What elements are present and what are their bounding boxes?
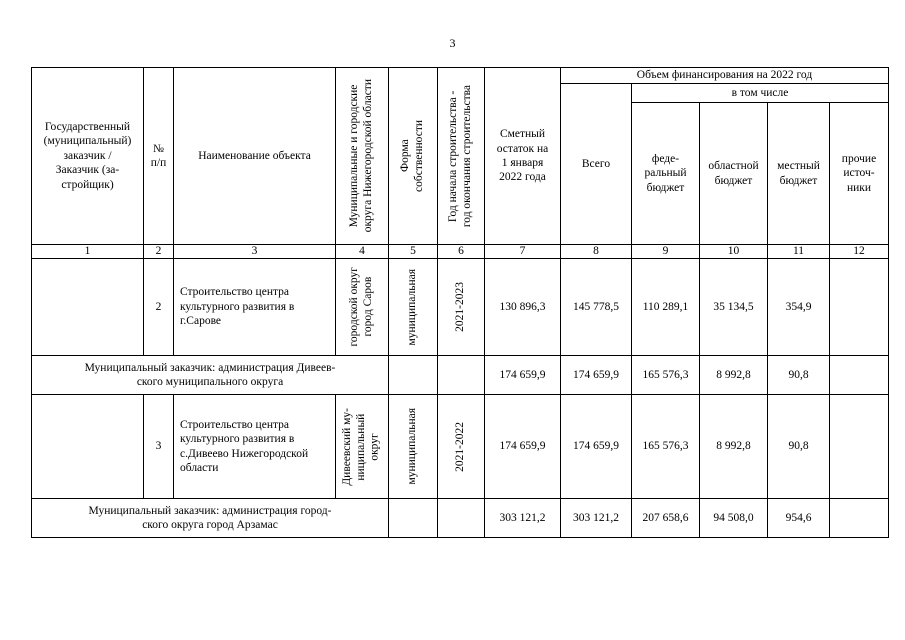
header-customer: Государственный (муниципальный) заказчик / Заказчик (за- стройщик) [32, 68, 144, 245]
header-years [438, 68, 485, 245]
local-value: 954,6 [768, 499, 830, 538]
object-name: Строительство центра культурного развития в г.Сарове [174, 259, 336, 356]
years-cell [438, 395, 485, 499]
column-number: 1 [32, 245, 144, 259]
header-balance: Сметный остаток на 1 января 2022 года [485, 68, 561, 245]
other-value [830, 499, 889, 538]
column-number: 8 [561, 245, 632, 259]
ownership-text: муниципальная [406, 268, 419, 346]
column-number: 5 [389, 245, 438, 259]
regional-value: 8 992,8 [700, 395, 768, 499]
regional-value: 94 508,0 [700, 499, 768, 538]
column-numbers-row [32, 245, 889, 259]
local-value: 354,9 [768, 259, 830, 356]
customer-label: Муниципальный заказчик: администрация город- ского округа город Арзамас [32, 499, 389, 538]
financing-table [31, 67, 889, 538]
ownership-text: муниципальная [406, 408, 419, 485]
empty-cell [438, 356, 485, 395]
column-number: 6 [438, 245, 485, 259]
federal-value: 165 576,3 [632, 356, 700, 395]
customer-label: Муниципальный заказчик: администрация Дивеев- ского муниципального округа [32, 356, 389, 395]
row-num: 3 [144, 395, 174, 499]
column-number: 11 [768, 245, 830, 259]
regional-value: 35 134,5 [700, 259, 768, 356]
balance-value: 174 659,9 [485, 395, 561, 499]
header-including: в том числе [632, 84, 889, 103]
other-value [830, 356, 889, 395]
header-total: Всего [561, 84, 632, 245]
row-num: 2 [144, 259, 174, 356]
header-object-name: Наименование объекта [174, 68, 336, 245]
municipal-text: городской округ город Саров [348, 267, 374, 347]
federal-value: 165 576,3 [632, 395, 700, 499]
header-num: № п/п [144, 68, 174, 245]
column-number: 9 [632, 245, 700, 259]
total-value: 145 778,5 [561, 259, 632, 356]
header-ownership-text: Форма собственности [399, 120, 425, 192]
balance-value: 303 121,2 [485, 499, 561, 538]
header-years-text: Год начала строительства - год окончания строительства [447, 84, 473, 228]
total-value: 174 659,9 [561, 395, 632, 499]
header-ownership [389, 68, 438, 245]
header-local: местный бюджет [768, 103, 830, 245]
regional-value: 8 992,8 [700, 356, 768, 395]
ownership-cell [389, 395, 438, 499]
years-text: 2021-2023 [454, 282, 467, 332]
years-text: 2021-2022 [454, 421, 467, 472]
balance-value: 130 896,3 [485, 259, 561, 356]
balance-value: 174 659,9 [485, 356, 561, 395]
customer-cell-empty [32, 395, 144, 499]
header-municipal [336, 68, 389, 245]
empty-cell [389, 356, 438, 395]
customer-row [32, 499, 889, 538]
customer-row [32, 356, 889, 395]
header-regional: областной бюджет [700, 103, 768, 245]
empty-cell [389, 499, 438, 538]
total-value: 303 121,2 [561, 499, 632, 538]
other-value [830, 259, 889, 356]
federal-value: 110 289,1 [632, 259, 700, 356]
column-number: 12 [830, 245, 889, 259]
municipal-cell [336, 395, 389, 499]
federal-value: 207 658,6 [632, 499, 700, 538]
empty-cell [438, 499, 485, 538]
customer-cell-empty [32, 259, 144, 356]
column-number: 2 [144, 245, 174, 259]
ownership-cell [389, 259, 438, 356]
page-number: 3 [449, 36, 456, 50]
municipal-cell [336, 259, 389, 356]
table-row [32, 395, 889, 499]
column-number: 10 [700, 245, 768, 259]
header-financing: Объем финансирования на 2022 год [561, 68, 889, 84]
header-federal: феде- ральный бюджет [632, 103, 700, 245]
local-value: 90,8 [768, 395, 830, 499]
header-other: прочие источ- ники [830, 103, 889, 245]
column-number: 7 [485, 245, 561, 259]
object-name: Строительство центра культурного развития в с.Дивеево Нижегородской области [174, 395, 336, 499]
other-value [830, 395, 889, 499]
total-value: 174 659,9 [561, 356, 632, 395]
header-municipal-text: Муниципальные и городские округа Нижегородской области [348, 79, 374, 233]
years-cell [438, 259, 485, 356]
municipal-text: Дивеевский му- ниципальный округ [341, 407, 381, 486]
local-value: 90,8 [768, 356, 830, 395]
column-number: 4 [336, 245, 389, 259]
table-row [32, 259, 889, 356]
column-number: 3 [174, 245, 336, 259]
